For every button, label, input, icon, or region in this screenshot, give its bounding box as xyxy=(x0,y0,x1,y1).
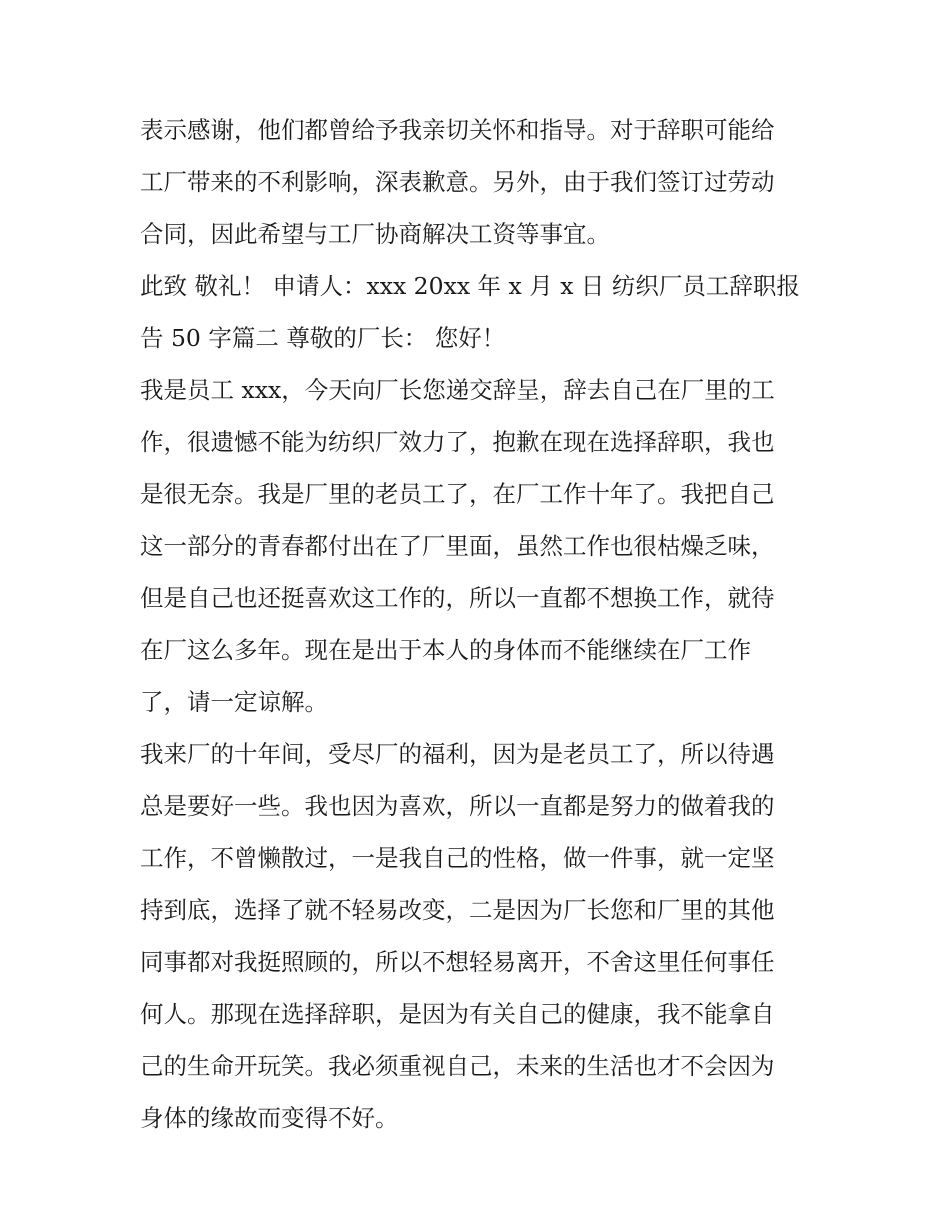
text-line: 合同，因此希望与工厂协商解决工资等事宜。 xyxy=(140,220,610,248)
text-line: 此致 敬礼！ 申请人：xxx 20xx 年 x 月 x 日 纺织厂员工辞职报 xyxy=(140,272,800,300)
document-body xyxy=(140,104,820,1144)
text-line: 我来厂的十年间，受尽厂的福利，因为是老员工了，所以待遇 xyxy=(140,740,775,768)
text-line: 工厂带来的不利影响，深表歉意。另外，由于我们签订过劳动 xyxy=(140,168,775,196)
text-line: 是很无奈。我是厂里的老员工了，在厂工作十年了。我把自己 xyxy=(140,480,775,508)
text-line: 己的生命开玩笑。我必须重视自己，未来的生活也才不会因为 xyxy=(140,1052,775,1080)
text-line: 身体的缘故而变得不好。 xyxy=(140,1104,399,1132)
text-line: 持到底，选择了就不轻易改变，二是因为厂长您和厂里的其他 xyxy=(140,896,775,924)
text-line: 总是要好一些。我也因为喜欢，所以一直都是努力的做着我的 xyxy=(140,792,775,820)
text-line: 何人。那现在选择辞职，是因为有关自己的健康，我不能拿自 xyxy=(140,1000,775,1028)
text-line: 但是自己也还挺喜欢这工作的，所以一直都不想换工作，就待 xyxy=(140,584,775,612)
text-line: 在厂这么多年。现在是出于本人的身体而不能继续在厂工作 xyxy=(140,636,751,664)
text-line: 告 50 字篇二 尊敬的厂长： 您好！ xyxy=(140,324,506,352)
text-line: 同事都对我挺照顾的，所以不想轻易离开，不舍这里任何事任 xyxy=(140,948,775,976)
text-line: 我是员工 xxx，今天向厂长您递交辞呈，辞去自己在厂里的工 xyxy=(140,376,775,404)
text-line: 这一部分的青春都付出在了厂里面，虽然工作也很枯燥乏味， xyxy=(140,532,775,560)
text-line: 工作，不曾懒散过，一是我自己的性格，做一件事，就一定坚 xyxy=(140,844,775,872)
text-line: 作，很遗憾不能为纺织厂效力了，抱歉在现在选择辞职，我也 xyxy=(140,428,775,456)
text-line: 了，请一定谅解。 xyxy=(140,688,328,716)
text-line: 表示感谢，他们都曾给予我亲切关怀和指导。对于辞职可能给 xyxy=(140,116,775,144)
